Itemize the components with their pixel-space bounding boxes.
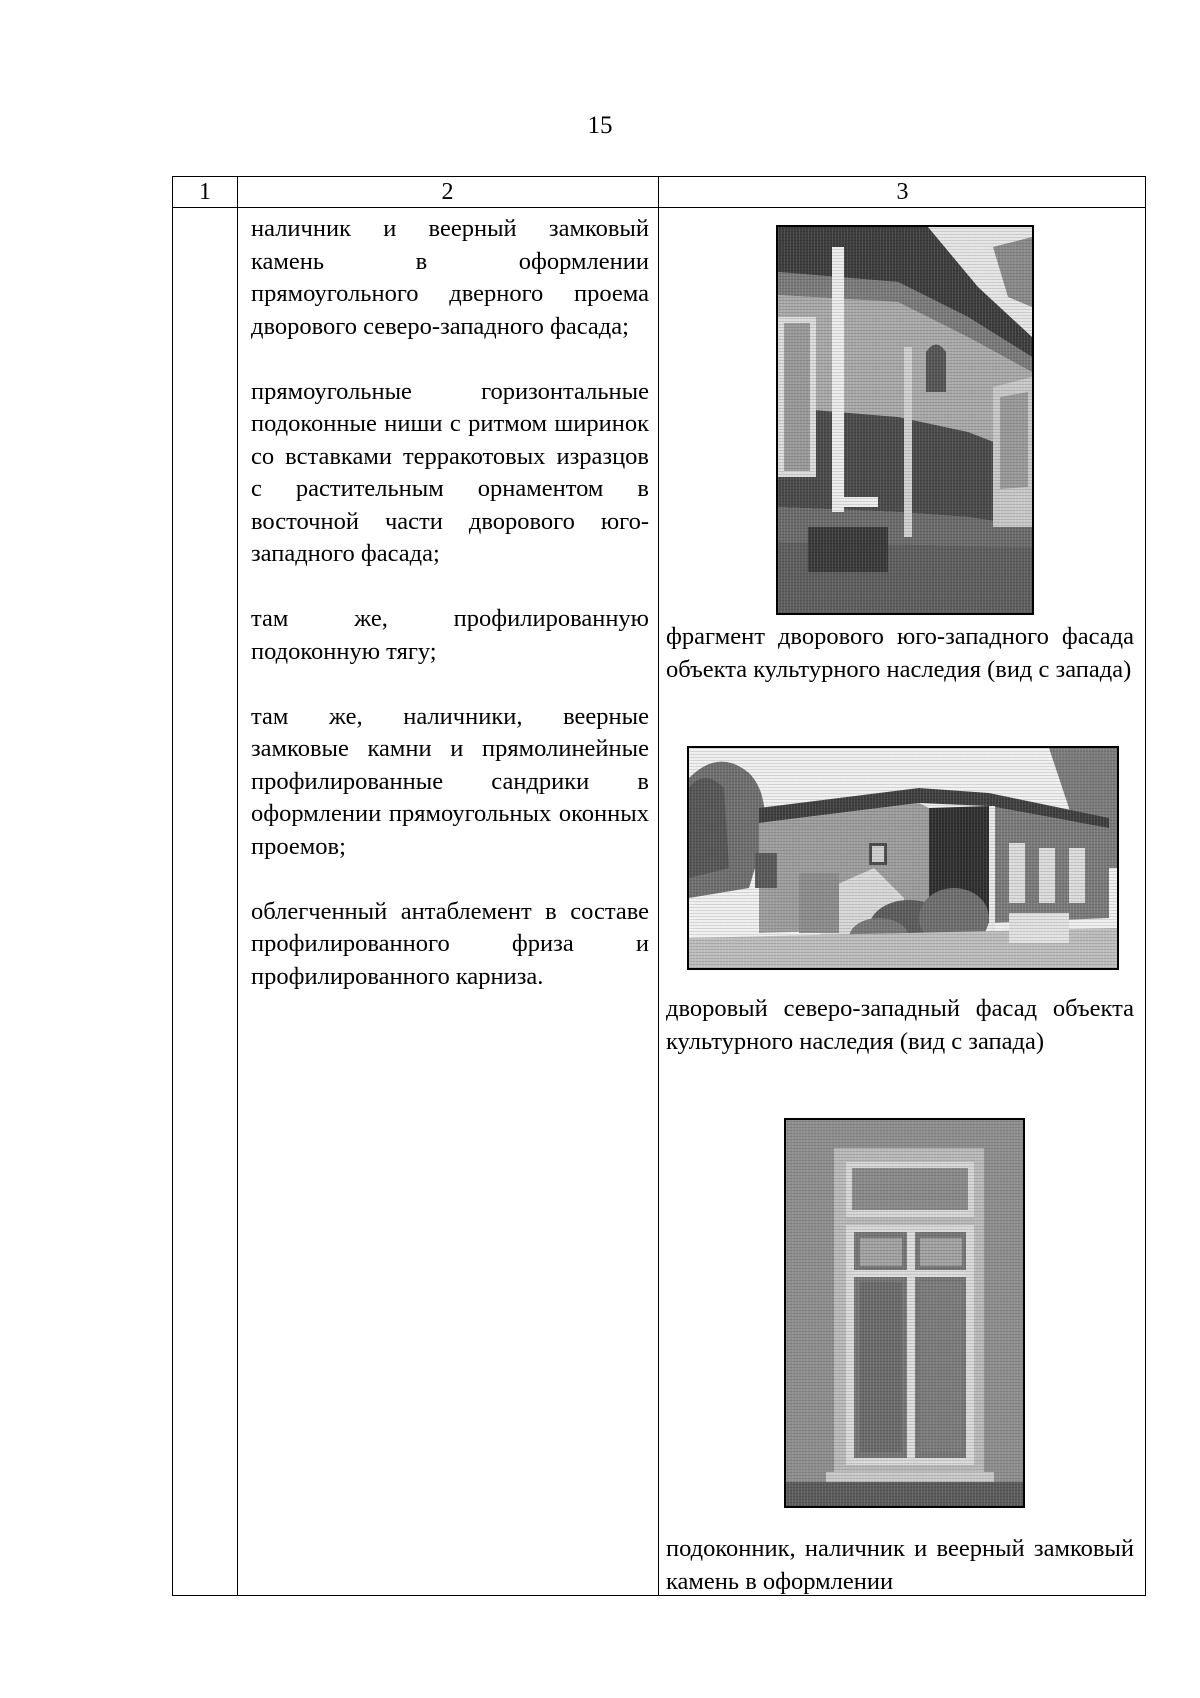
window-surround-photo bbox=[784, 1118, 1025, 1508]
column-divider-1 bbox=[237, 177, 238, 1595]
description-paragraph: облегченный антаблемент в составе профилированного фриза и профилированного карниза. bbox=[251, 897, 649, 990]
element-description-column bbox=[251, 213, 649, 1026]
description-paragraph: прямоугольные горизонтальные подоконные ниши с ритмом ширинок со вставками терракотовых изразцов с растительным орнаментом в восточной части дворового юго-западного фасада; bbox=[251, 377, 649, 567]
photo-caption-1: фрагмент дворового юго-западного фасада объекта культурного наследия (вид с запада) bbox=[666, 623, 1134, 683]
photo-caption-2: дворовый северо-западный фасад объекта культурного наследия (вид с запада) bbox=[666, 995, 1134, 1055]
header-divider bbox=[173, 207, 1145, 208]
description-paragraph: там же, профилированную подоконную тягу; bbox=[251, 605, 649, 665]
column-divider-2 bbox=[658, 177, 659, 1595]
document-table bbox=[172, 176, 1146, 1596]
column-header-1: 1 bbox=[199, 179, 211, 205]
description-paragraph: там же, наличники, веерные замковые камни и прямолинейные профилированные сандрики в оформлении прямоугольных оконных проемов; bbox=[251, 702, 649, 860]
facade-fragment-photo bbox=[776, 225, 1034, 615]
page-number: 15 bbox=[587, 112, 613, 139]
photo-caption-3: подоконник, наличник и веерный замковый камень в оформлении bbox=[666, 1535, 1134, 1595]
column-header-3: 3 bbox=[896, 179, 909, 205]
courtyard-facade-photo bbox=[687, 746, 1119, 970]
description-paragraph: наличник и веерный замковый камень в оформлении прямоугольного дверного проема дворового северо-западного фасада; bbox=[251, 215, 649, 340]
column-header-2: 2 bbox=[441, 179, 454, 205]
